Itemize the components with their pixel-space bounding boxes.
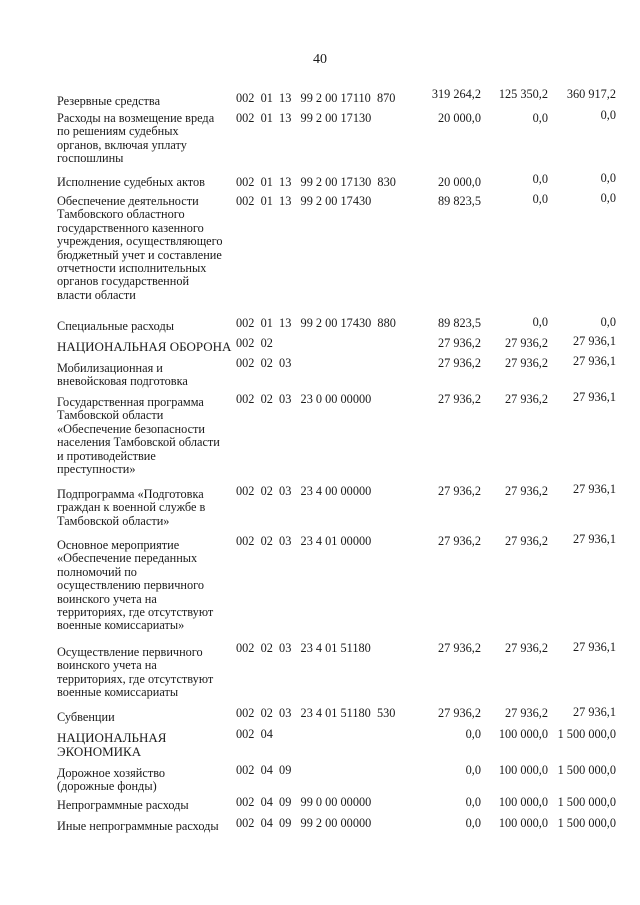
row-value-1: 319 264,2: [431, 87, 481, 101]
row-name: Непрограммные расходы: [57, 798, 189, 812]
row-value-2: 100 000,0: [498, 795, 548, 809]
row-value-3: 0,0: [600, 171, 616, 185]
row-value-3: 27 936,1: [572, 354, 616, 368]
row-code: 002 04 09 99 2 00 00000: [236, 816, 372, 830]
row-value-2: 125 350,2: [498, 87, 548, 101]
row-name: Дорожное хозяйство (дорожные фонды): [57, 766, 166, 794]
row-code: 002 02 03 23 4 01 51180 530: [236, 706, 396, 720]
row-value-2: 100 000,0: [498, 816, 548, 830]
row-value-1: 27 936,2: [437, 641, 481, 655]
row-value-3: 0,0: [600, 108, 616, 122]
row-code: 002 01 13 99 2 00 17130 830: [236, 175, 396, 189]
row-value-1: 27 936,2: [437, 484, 481, 498]
row-name: Специальные расходы: [57, 319, 174, 333]
row-name: Иные непрограммные расходы: [57, 819, 219, 833]
row-code: 002 02: [236, 336, 273, 350]
row-code: 002 04 09 99 0 00 00000: [236, 795, 372, 809]
row-value-1: 0,0: [465, 727, 481, 741]
row-value-1: 20 000,0: [437, 111, 481, 125]
row-code: 002 01 13 99 2 00 17430 880: [236, 316, 396, 330]
row-name: Мобилизационная и вневойсковая подготовка: [57, 361, 188, 389]
row-value-1: 0,0: [465, 763, 481, 777]
row-value-3: 0,0: [600, 191, 616, 205]
row-value-1: 0,0: [465, 795, 481, 809]
row-value-3: 1 500 000,0: [557, 727, 616, 741]
row-code: 002 01 13 99 2 00 17110 870: [236, 91, 396, 105]
row-value-3: 27 936,1: [572, 334, 616, 348]
row-value-1: 27 936,2: [437, 356, 481, 370]
row-value-2: 0,0: [532, 111, 548, 125]
row-value-2: 100 000,0: [498, 763, 548, 777]
row-value-3: 1 500 000,0: [557, 763, 616, 777]
row-value-1: 27 936,2: [437, 392, 481, 406]
row-value-3: 1 500 000,0: [557, 795, 616, 809]
row-code: 002 01 13 99 2 00 17130: [236, 111, 372, 125]
row-name: Осуществление первичного воинского учета на территориях, где отсутствуют военные комиссариаты: [57, 645, 214, 700]
row-value-2: 0,0: [532, 172, 548, 186]
row-code: 002 02 03: [236, 356, 292, 370]
row-value-2: 27 936,2: [504, 356, 548, 370]
row-name: Резервные средства: [57, 94, 161, 108]
row-value-2: 27 936,2: [504, 706, 548, 720]
row-value-3: 27 936,1: [572, 482, 616, 496]
row-value-2: 0,0: [532, 315, 548, 329]
row-code: 002 02 03 23 4 00 00000: [236, 484, 372, 498]
row-code: 002 04: [236, 727, 273, 741]
row-value-1: 0,0: [465, 816, 481, 830]
row-name: Обеспечение деятельности Тамбовского областного государственного казенного учреждения, осуществляющего бюджетный учет и составление отчетности исполнительных органов государственной власти области: [57, 194, 223, 302]
row-name: Исполнение судебных актов: [57, 175, 205, 189]
row-name: Расходы на возмещение вреда по решениям судебных органов, включая уплату госпошлины: [57, 111, 215, 166]
row-value-2: 100 000,0: [498, 727, 548, 741]
row-name: НАЦИОНАЛЬНАЯ ЭКОНОМИКА: [57, 730, 167, 759]
row-value-3: 27 936,1: [572, 390, 616, 404]
row-value-1: 27 936,2: [437, 534, 481, 548]
row-name: Субвенции: [57, 710, 115, 724]
row-value-2: 0,0: [532, 192, 548, 206]
row-value-1: 89 823,5: [437, 316, 481, 330]
row-code: 002 02 03 23 4 01 51180: [236, 641, 371, 655]
row-value-1: 27 936,2: [437, 706, 481, 720]
row-value-1: 20 000,0: [437, 175, 481, 189]
row-value-3: 27 936,1: [572, 532, 616, 546]
row-value-2: 27 936,2: [504, 392, 548, 406]
row-value-3: 27 936,1: [572, 705, 616, 719]
row-value-2: 27 936,2: [504, 641, 548, 655]
row-name: Подпрограмма «Подготовка граждан к военной службе в Тамбовской области»: [57, 487, 206, 528]
row-code: 002 02 03 23 4 01 00000: [236, 534, 372, 548]
row-value-3: 27 936,1: [572, 640, 616, 654]
row-name: НАЦИОНАЛЬНАЯ ОБОРОНА: [57, 339, 232, 354]
page-number: 40: [313, 52, 327, 67]
row-name: Государственная программа Тамбовской области «Обеспечение безопасности населения Тамбовской области и противодействие преступности»: [57, 395, 220, 477]
row-value-2: 27 936,2: [504, 484, 548, 498]
row-code: 002 02 03 23 0 00 00000: [236, 392, 372, 406]
row-value-2: 27 936,2: [504, 534, 548, 548]
row-code: 002 04 09: [236, 763, 292, 777]
row-value-3: 360 917,2: [566, 87, 616, 101]
row-value-1: 89 823,5: [437, 194, 481, 208]
row-name: Основное мероприятие «Обеспечение переданных полномочий по осуществлению первичного воинского учета на территориях, где отсутствуют военные комиссариаты»: [57, 538, 214, 633]
row-code: 002 01 13 99 2 00 17430: [236, 194, 372, 208]
row-value-2: 27 936,2: [504, 336, 548, 350]
row-value-3: 0,0: [600, 315, 616, 329]
row-value-1: 27 936,2: [437, 336, 481, 350]
row-value-3: 1 500 000,0: [557, 816, 616, 830]
